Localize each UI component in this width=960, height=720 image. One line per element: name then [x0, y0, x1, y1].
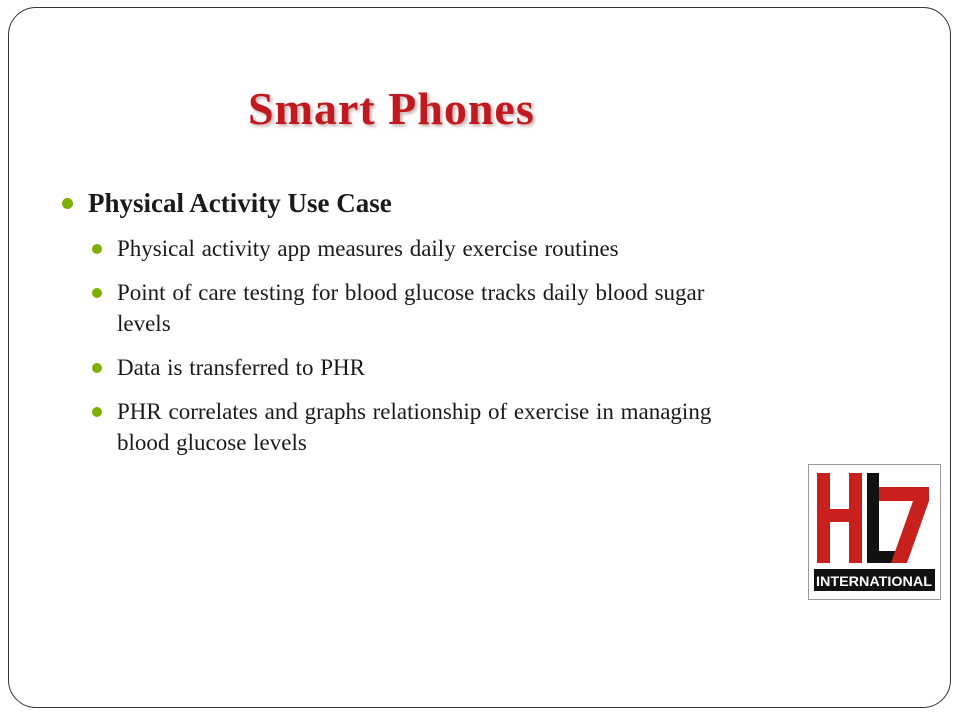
bullet-dot-icon	[92, 407, 102, 417]
sub-bullet-list	[88, 233, 720, 458]
bullet-main	[60, 185, 720, 221]
sub-bullet-text: Point of care testing for blood glucose tracks daily blood sugar levels	[117, 280, 705, 336]
sub-bullet	[88, 352, 720, 383]
sub-bullet	[88, 396, 720, 458]
bullet-dot-icon	[92, 363, 102, 373]
hl7-logo-icon	[809, 465, 940, 599]
bullet-dot-icon	[92, 244, 102, 254]
sub-bullet-text: Data is transferred to PHR	[117, 355, 365, 380]
sub-bullet	[88, 277, 720, 339]
bullet-main-text: Physical Activity Use Case	[88, 188, 392, 218]
sub-bullet-text: Physical activity app measures daily exercise routines	[117, 236, 619, 261]
logo-subtext: INTERNATIONAL	[816, 573, 933, 589]
sub-bullet	[88, 233, 720, 264]
sub-bullet-text: PHR correlates and graphs relationship of exercise in managing blood glucose levels	[117, 399, 712, 455]
bullet-list	[60, 185, 720, 471]
hl7-logo	[808, 464, 941, 600]
bullet-dot-icon	[62, 198, 73, 209]
bullet-dot-icon	[92, 288, 102, 298]
slide-title: Smart Phones	[248, 83, 535, 134]
